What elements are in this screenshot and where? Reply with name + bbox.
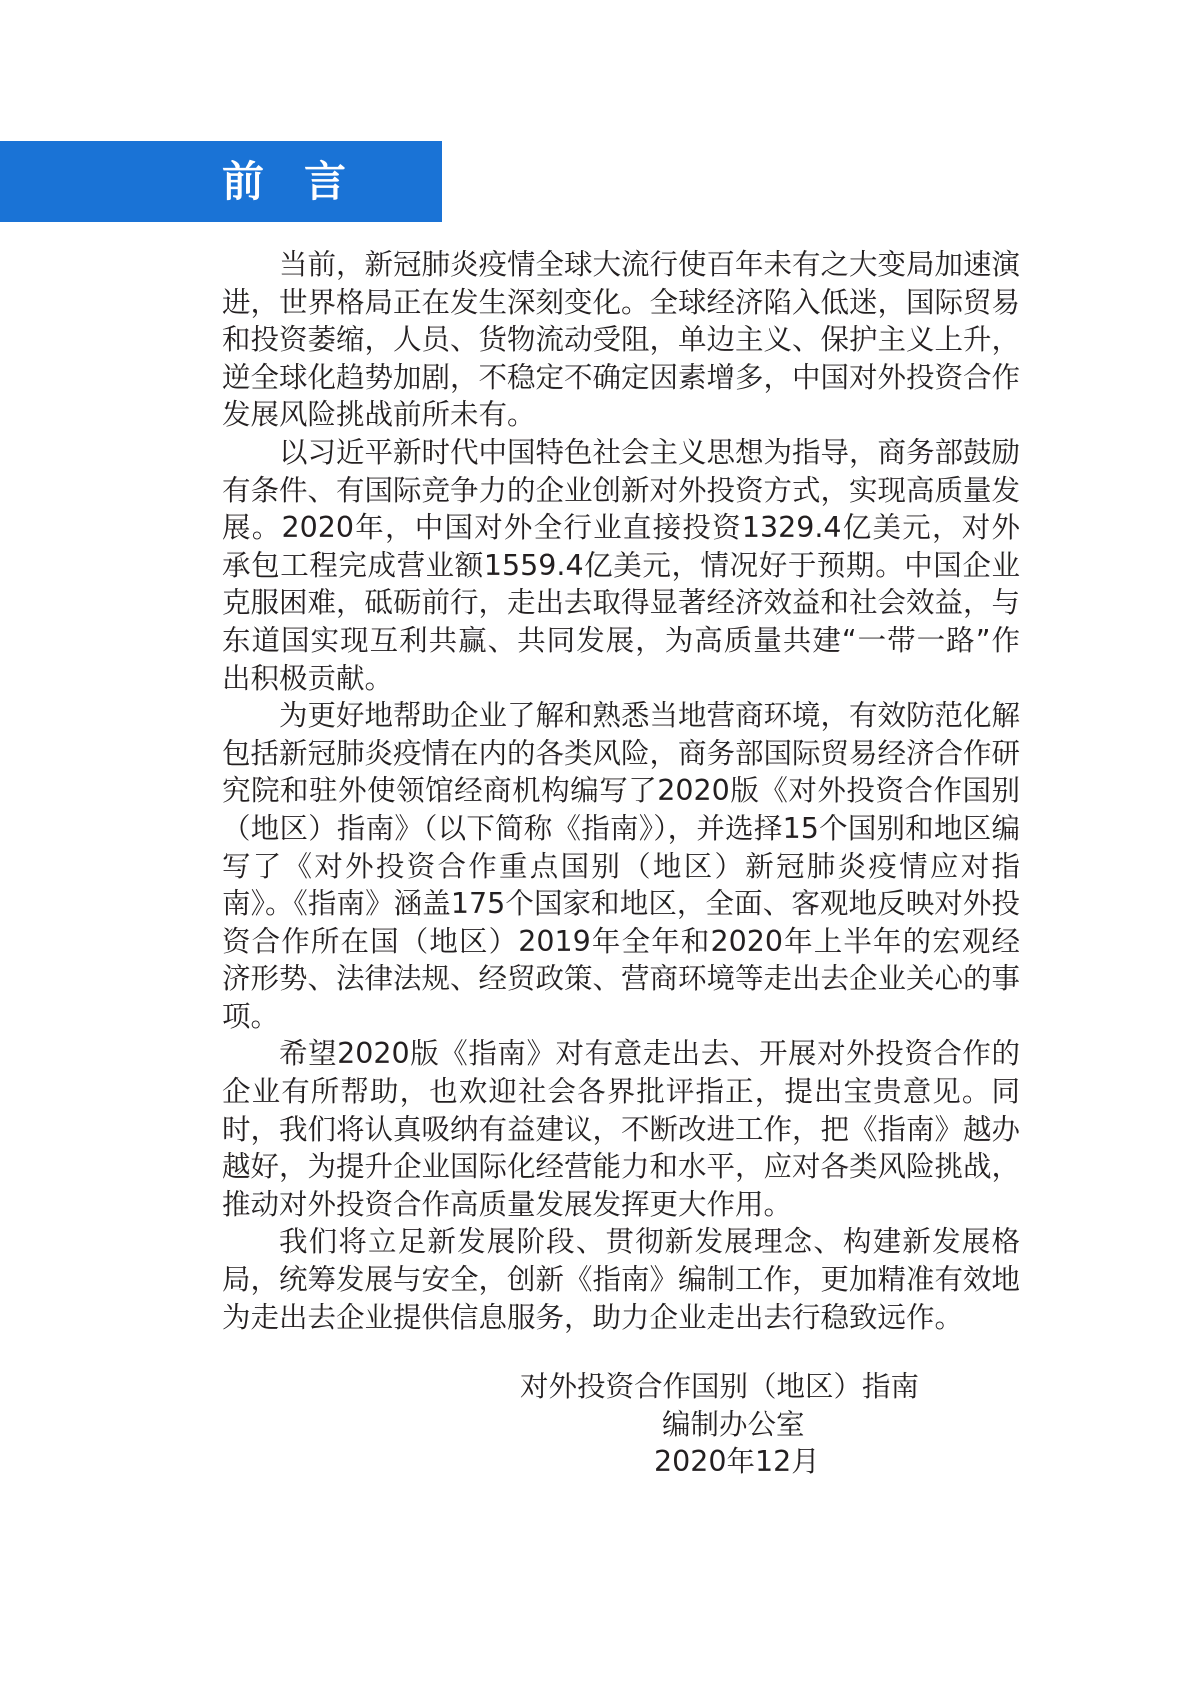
- page-title: 前言: [222, 157, 387, 206]
- preface-body: [222, 246, 1020, 1336]
- title-band: [0, 141, 442, 222]
- paragraph-1: 当前，新冠肺炎疫情全球大流行使百年未有之大变局加速演进，世界格局正在发生深刻变化。全球经济陷入低迷，国际贸易和投资萎缩，人员、货物流动受阻，单边主义、保护主义上升，逆全球化趋势加剧，不稳定不确定因素增多，中国对外投资合作发展风险挑战前所未有。: [222, 248, 1021, 432]
- paragraph-2: 以习近平新时代中国特色社会主义思想为指导，商务部鼓励有条件、有国际竞争力的企业创新对外投资方式，实现高质量发展。2020年，中国对外全行业直接投资1329.4亿美元，对外承包工程完成营业额1559.4亿美元，情况好于预期。中国企业克服困难，砥砺前行，走出去取得显著经济效益和社会效益，与东道国实现互利共赢、共同发展，为高质量共建“一带一路”作出积极贡献。: [222, 435, 1021, 695]
- paragraph-3: 为更好地帮助企业了解和熟悉当地营商环境，有效防范化解包括新冠肺炎疫情在内的各类风险，商务部国际贸易经济合作研究院和驻外使领馆经商机构编写了2020版《对外投资合作国别（地区）指南》（以下简称《指南》），并选择15个国别和地区编写了《对外投资合作重点国别（地区）新冠肺炎疫情应对指南》。《指南》涵盖175个国家和地区，全面、客观地反映对外投资合作所在国（地区）2019年全年和2020年上半年的宏观经济形势、法律法规、经贸政策、营商环境等走出去企业关心的事项。: [222, 699, 1021, 1033]
- signature-organization: 对外投资合作国别（地区）指南: [520, 1370, 920, 1403]
- paragraph-4: 希望2020版《指南》对有意走出去、开展对外投资合作的企业有所帮助，也欢迎社会各界批评指正，提出宝贵意见。同时，我们将认真吸纳有益建议，不断改进工作，把《指南》越办越好，为提升企业国际化经营能力和水平，应对各类风险挑战，推动对外投资合作高质量发展发挥更大作用。: [222, 1037, 1021, 1221]
- signature-office: 编制办公室: [662, 1407, 805, 1441]
- signature-date: 2020年12月: [654, 1445, 820, 1479]
- signature-block: [520, 1368, 950, 1481]
- paragraph-5: 我们将立足新发展阶段、贯彻新发展理念、构建新发展格局，统筹发展与安全，创新《指南》编制工作，更加精准有效地为走出去企业提供信息服务，助力企业走出去行稳致远作。: [222, 1225, 1021, 1334]
